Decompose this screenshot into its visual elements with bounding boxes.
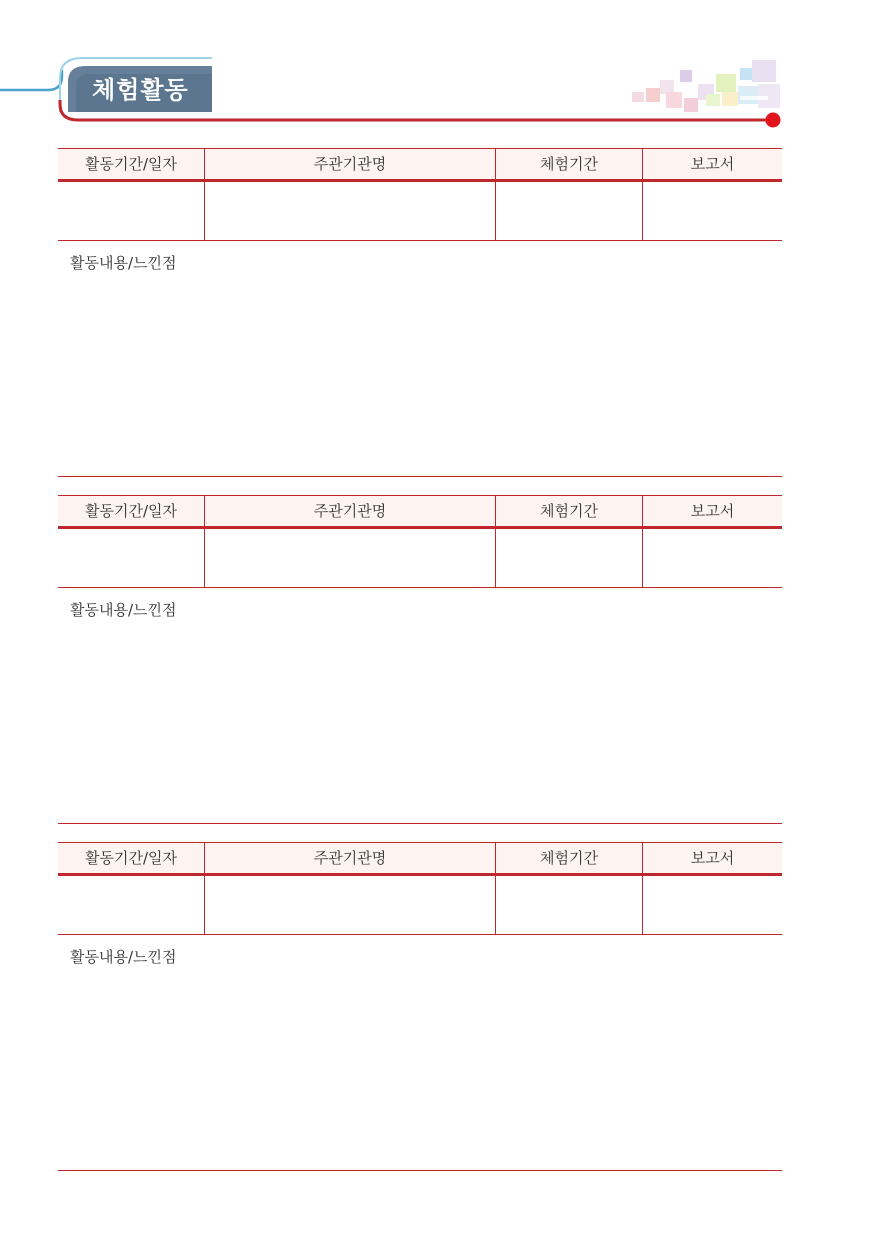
record-table bbox=[58, 842, 782, 935]
header-organizer: 주관기관명 bbox=[205, 148, 495, 180]
section-end-rule bbox=[58, 476, 782, 477]
period-cell[interactable] bbox=[58, 876, 204, 934]
report-cell[interactable] bbox=[643, 182, 782, 240]
page-title: 체험활동 bbox=[92, 76, 189, 104]
period-cell[interactable] bbox=[58, 529, 204, 587]
header-organizer: 주관기관명 bbox=[205, 842, 495, 874]
table-bottom-rule bbox=[58, 587, 782, 588]
report-cell[interactable] bbox=[643, 876, 782, 934]
header-period: 활동기간/일자 bbox=[58, 842, 204, 874]
header-duration: 체험기간 bbox=[496, 148, 642, 180]
header-duration: 체험기간 bbox=[496, 842, 642, 874]
section-header bbox=[0, 0, 870, 140]
content-label: 활동내용/느낀점 bbox=[70, 948, 177, 966]
content-area[interactable] bbox=[58, 274, 782, 474]
record-table bbox=[58, 148, 782, 241]
content-label: 활동내용/느낀점 bbox=[70, 254, 177, 272]
content-label: 활동내용/느낀점 bbox=[70, 601, 177, 619]
header-graphic bbox=[0, 0, 870, 140]
table-bottom-rule bbox=[58, 934, 782, 935]
duration-cell[interactable] bbox=[496, 876, 642, 934]
header-period: 활동기간/일자 bbox=[58, 495, 204, 527]
header-report: 보고서 bbox=[643, 495, 782, 527]
table-top-rule bbox=[58, 842, 782, 843]
record-table bbox=[58, 495, 782, 588]
period-cell[interactable] bbox=[58, 182, 204, 240]
duration-cell[interactable] bbox=[496, 529, 642, 587]
table-top-rule bbox=[58, 148, 782, 149]
table-bottom-rule bbox=[58, 240, 782, 241]
organizer-cell[interactable] bbox=[205, 182, 495, 240]
organizer-cell[interactable] bbox=[205, 529, 495, 587]
table-top-rule bbox=[58, 495, 782, 496]
header-duration: 체험기간 bbox=[496, 495, 642, 527]
content-area[interactable] bbox=[58, 621, 782, 821]
duration-cell[interactable] bbox=[496, 182, 642, 240]
header-organizer: 주관기관명 bbox=[205, 495, 495, 527]
header-period: 활동기간/일자 bbox=[58, 148, 204, 180]
header-report: 보고서 bbox=[643, 842, 782, 874]
organizer-cell[interactable] bbox=[205, 876, 495, 934]
section-end-rule bbox=[58, 823, 782, 824]
report-cell[interactable] bbox=[643, 529, 782, 587]
header-report: 보고서 bbox=[643, 148, 782, 180]
content-area[interactable] bbox=[58, 968, 782, 1168]
section-end-rule bbox=[58, 1170, 782, 1171]
